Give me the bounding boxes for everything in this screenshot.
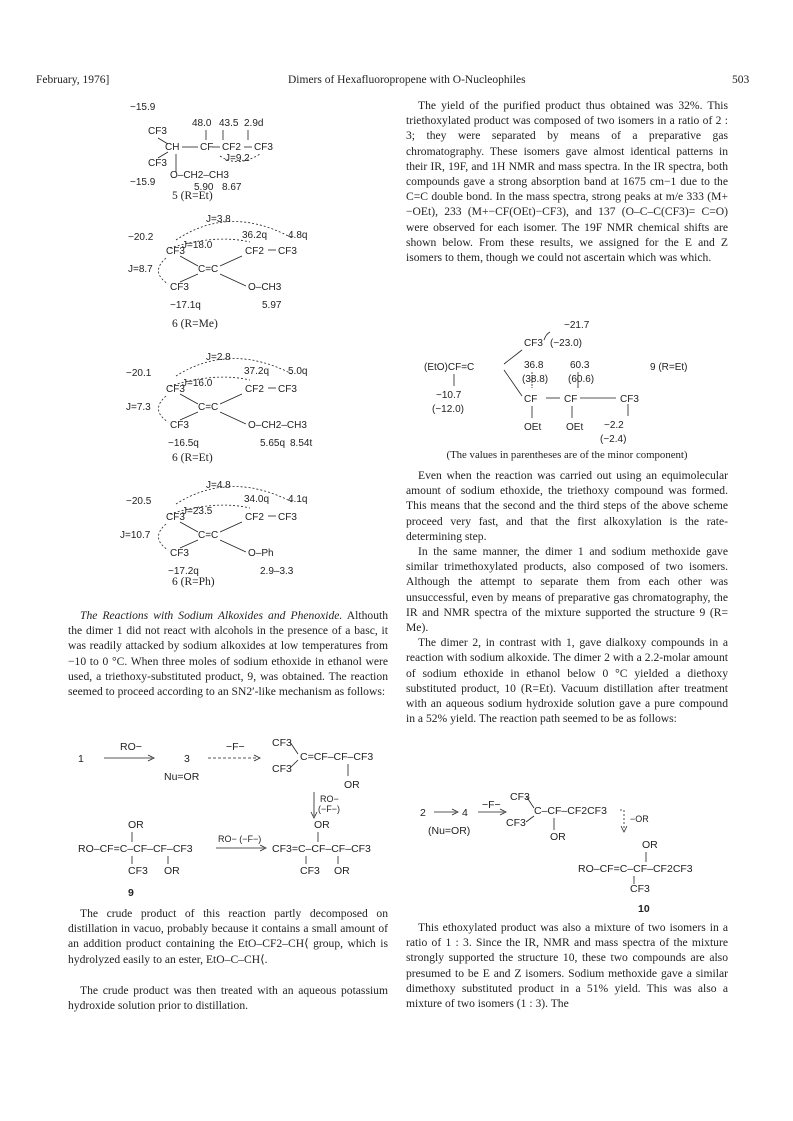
s6ph-j2: J=23.5 (182, 506, 213, 517)
scheme1-cf3b: CF3 (272, 763, 292, 775)
scheme-2 (410, 786, 720, 916)
scheme2-final: RO–CF=C–CF–CF2CF3 (578, 863, 693, 875)
scheme1-cf3a: CF3 (272, 737, 292, 749)
s6me-cf3b: CF3 (278, 246, 297, 257)
scheme2-label10: 10 (638, 903, 650, 915)
scheme2-cf3a: CF3 (510, 791, 530, 803)
s5-v4: 2.9d (244, 118, 264, 129)
nmr9-v2: 36.8 (524, 360, 544, 371)
s6me-j1: J=3.8 (206, 214, 231, 225)
s5-v1: −15.9 (130, 102, 156, 113)
s5-cf3a: CF3 (148, 126, 167, 137)
s6et-j1: J=2.8 (206, 352, 231, 363)
s6ph-cf3b: CF3 (278, 512, 297, 523)
scheme1-product: C=CF–CF–CF3 (300, 751, 374, 763)
right-paragraph-5: This ethoxylated product was also a mixture of two isomers in a ratio of 1 : 3. Since the IR, NMR and mass spectra of the mixture strongly supported the structure 10, these two compounds are also presumed to be E and Z isomers. Sodium methoxide gave a similar dimethoxy substituted product in a 51% yield. This was also a mixture of two isomers (1 : 3). The (406, 921, 728, 1011)
scheme1-mid-reagent: RO− (−F−) (218, 834, 262, 844)
nmr9-oet2: OEt (566, 422, 584, 433)
nmr9-cf: CF (524, 394, 538, 405)
s5-v6: 5.90 (194, 182, 214, 193)
s6me-cf2: CF2 (245, 246, 264, 257)
s6me-cc: C=C (198, 264, 219, 275)
scheme2-or: OR (550, 831, 566, 843)
scheme1-down-loss: (−F−) (318, 804, 341, 814)
s6me-cf3a: CF3 (166, 246, 185, 257)
page-number: 503 (732, 74, 750, 86)
s6et-och: O–CH2–CH3 (248, 420, 307, 431)
scheme1-or: OR (344, 779, 360, 791)
scheme2-start: 2 (420, 807, 426, 819)
s6ph-v5: 2.9–3.3 (260, 566, 294, 577)
s6ph-cc: C=C (198, 530, 219, 541)
scheme2-product: C–CF–CF2CF3 (534, 805, 607, 817)
s6et-v2: 37.2q (244, 366, 270, 377)
s6ph-v1: −20.5 (126, 496, 152, 507)
scheme1-left-product: RO–CF=C–CF–CF–CF3 (78, 843, 193, 855)
s5-v5: −15.9 (130, 177, 156, 188)
structure-5 (120, 98, 320, 204)
s6ph-cf3c: CF3 (170, 548, 189, 559)
s6et-v3: 5.0q (288, 366, 308, 377)
left-paragraph-3: The crude product was then treated with an aqueous potassium hydroxide solution prior to distillation. (68, 983, 388, 1013)
nmr9-v1: −21.7 (564, 320, 590, 331)
scheme1-left-bot-cf3: CF3 (128, 865, 148, 877)
s6ph-v2: 34.0q (244, 494, 270, 505)
s6ph-v4: −17.2q (168, 566, 199, 577)
s6et-cf3c: CF3 (170, 420, 189, 431)
s6me-och: O–CH3 (248, 282, 282, 293)
structure-6-me (120, 210, 340, 326)
scheme2-mid: 4 (462, 807, 468, 819)
nmr9-cf3b: CF3 (620, 394, 639, 405)
scheme-1 (68, 730, 393, 900)
scheme1-right-bot-or: OR (334, 865, 350, 877)
scheme1-left-bot-or: OR (164, 865, 180, 877)
nmr9-v4: −10.7 (436, 390, 462, 401)
left-paragraph-1 (68, 608, 388, 699)
nmr9-v4b: (−12.0) (432, 404, 464, 415)
scheme2-final-bot: CF3 (630, 883, 650, 895)
right-column-lower (406, 920, 728, 1011)
s5-cf3c: CF3 (148, 158, 167, 169)
s6et-v1: −20.1 (126, 368, 152, 379)
nmr9-v1b: (−23.0) (550, 338, 582, 349)
s5-cf2: CF2 (222, 142, 241, 153)
struct6et-label: 6 (R=Et) (172, 452, 213, 464)
struct6ph-label: 6 (R=Ph) (172, 576, 215, 588)
struct6me-label: 6 (R=Me) (172, 318, 218, 330)
s6ph-oph: O–Ph (248, 548, 274, 559)
s6et-cf3b: CF3 (278, 384, 297, 395)
s6et-cf3a: CF3 (166, 384, 185, 395)
right-paragraph-3: In the same manner, the dimer 1 and sodium methoxide gave similar trimethoxylated products, also composed of two isomers. Although the attempt to separate them from each other was unsuccessful, even by means of preparative gas chromatography, the IR and NMR spectra of the mixture supported the structure 9 (R= Me). (406, 545, 728, 635)
s6me-v3: 4.8q (288, 230, 308, 241)
struct5-label: 5 (R=Et) (172, 190, 213, 202)
right-paragraph-1: The yield of the purified product thus obtained was 32%. This triethoxylated product was composed of two isomers in a ratio of 2 : 3; they were separated by means of a preparative gas chromatography. These isomers gave almost identical patterns in their IR, 19F, and 1H NMR and mass spectra. In the IR spectra, both compounds gave a strong absorption band at 1675 cm−1 due to the C=C double bond. In the mass spectra, strong peaks at m/e 333 (M+−OEt), 233 (M+−CF(OEt)−CF3), and 137 (O–C–C(CF3)= C=O) were observed for each isomer. The 19F NMR chemical shifts are shown below. From these results, we assigned for the E and Z isomers to them, though we could not ascertain which was which. (406, 99, 728, 265)
s5-v7: 8.67 (222, 182, 242, 193)
s6et-j3: J=7.3 (126, 402, 151, 413)
scheme1-label9: 9 (128, 887, 134, 899)
s6ph-cf2: CF2 (245, 512, 264, 523)
scheme1-reagent1: RO− (120, 741, 142, 753)
right-column-middle (406, 468, 728, 726)
nmr-caption: (The values in parentheses are of the minor component) (446, 449, 688, 461)
scheme2-final-top: OR (642, 839, 658, 851)
s6ph-j1: J=4.8 (206, 480, 231, 491)
nmr9-label: 9 (R=Et) (650, 362, 688, 373)
scheme1-reagent2: −F− (226, 741, 245, 753)
s6et-v6: 8.54t (290, 438, 313, 449)
s6me-cf3c: CF3 (170, 282, 189, 293)
header-title: Dimers of Hexafluoropropene with O-Nucleophiles (288, 74, 526, 86)
nmr9-cf3: CF3 (524, 338, 543, 349)
s6me-v5: 5.97 (262, 300, 282, 311)
scheme1-right-bot-cf3: CF3 (300, 865, 320, 877)
nmr-caption-wrap (406, 448, 728, 463)
s6me-v2: 36.2q (242, 230, 268, 241)
s6ph-cf3a: CF3 (166, 512, 185, 523)
s6me-j3: J=8.7 (128, 264, 153, 275)
scheme1-down-reagent: RO− (320, 794, 339, 804)
scheme1-nu: Nu=OR (164, 771, 200, 783)
left-column-lower (68, 906, 388, 1013)
s6et-j2: J=16.0 (182, 378, 213, 389)
nmr9-v5: −2.2 (604, 420, 624, 431)
s5-cf3b: CF3 (254, 142, 273, 153)
scheme1-mid: 3 (184, 753, 190, 765)
scheme2-side: −OR (630, 814, 649, 824)
header-date: February, 1976] (36, 74, 110, 86)
scheme1-left-top: OR (128, 819, 144, 831)
right-column-upper (406, 98, 728, 265)
scheme2-cf3b: CF3 (506, 817, 526, 829)
nmr9-v2b: (38.8) (522, 374, 549, 385)
left-p1-text: Althouth the dimer 1 did not react with alcohols in the presence of a basc, it was readily attacked by sodium alkoxides at low temperatures from −10 to 0 °C. When three moles of sodium ethoxide in ethanol were used, a triethoxy-substituted product, 9, was obtained. The reaction seemed to proceed according to an SN2′-like mechanism as follows: (68, 609, 389, 699)
scheme2-reagent: −F− (482, 799, 501, 811)
section-title: The Reactions with Sodium Alkoxides and Phenoxide. (80, 609, 343, 622)
nmr9-oet1: OEt (524, 422, 542, 433)
s6et-cc: C=C (198, 402, 219, 413)
scheme1-start: 1 (78, 753, 84, 765)
nmr9-v5b: (−2.4) (600, 434, 627, 444)
structure-6-et (120, 348, 340, 460)
s5-cf: CF (200, 142, 214, 153)
structure-6-ph (120, 476, 340, 586)
s6me-v4: −17.1q (170, 300, 201, 311)
nmr9-etoc: (EtO)CF=C (424, 362, 475, 373)
s6et-v4: −16.5q (168, 438, 199, 449)
s6ph-j3: J=10.7 (120, 530, 151, 541)
s6ph-v3: 4.1q (288, 494, 308, 505)
nmr-structure-9 (420, 312, 720, 444)
s5-ch: CH (165, 142, 180, 153)
nmr9-cf2: CF (564, 394, 578, 405)
right-paragraph-2: Even when the reaction was carried out using an equimolecular amount of sodium ethoxide, the triethoxy compound was formed. This means that the second and the third steps of the above scheme proceed very fast, and that the first alkoxylation is the rate-determining step. (406, 469, 728, 543)
s6et-v5: 5.65q (260, 438, 286, 449)
left-column-upper (68, 608, 388, 699)
nmr9-v3b: (60.6) (568, 374, 595, 385)
s6me-j2: J=18.0 (182, 240, 213, 251)
s5-och: O–CH2–CH3 (170, 170, 229, 181)
scheme2-nu: (Nu=OR) (428, 825, 471, 837)
scheme1-right-product: CF3=C–CF–CF–CF3 (272, 843, 371, 855)
s5-v3: 43.5 (219, 118, 239, 129)
s5-v2: 48.0 (192, 118, 212, 129)
right-paragraph-4: The dimer 2, in contrast with 1, gave dialkoxy compounds in a reaction with sodium alkoxide. The dimer 2 with a 2.2-molar amount of sodium ethoxide in ethanol below 0 °C yielded a diethoxy substituted product, 10 (R=Et). Vacuum distillation after treatment with an aqueous sodium hydroxide solution gave a pure compound in a 52% yield. The reaction path seemed to be as follows: (406, 636, 728, 726)
left-paragraph-2: The crude product of this reaction partly decomposed on distillation in vacuo, probably because it contains a small amount of an addition product containing the EtO–CF2–CH⟨ group, which is hydrolyzed easily to an ester, EtO–C–CH⟨. (68, 907, 388, 966)
nmr9-v3: 60.3 (570, 360, 590, 371)
s6et-cf2: CF2 (245, 384, 264, 395)
s6me-v1: −20.2 (128, 232, 154, 243)
scheme1-right-top: OR (314, 819, 330, 831)
s5-j: J=9.2 (225, 153, 250, 164)
